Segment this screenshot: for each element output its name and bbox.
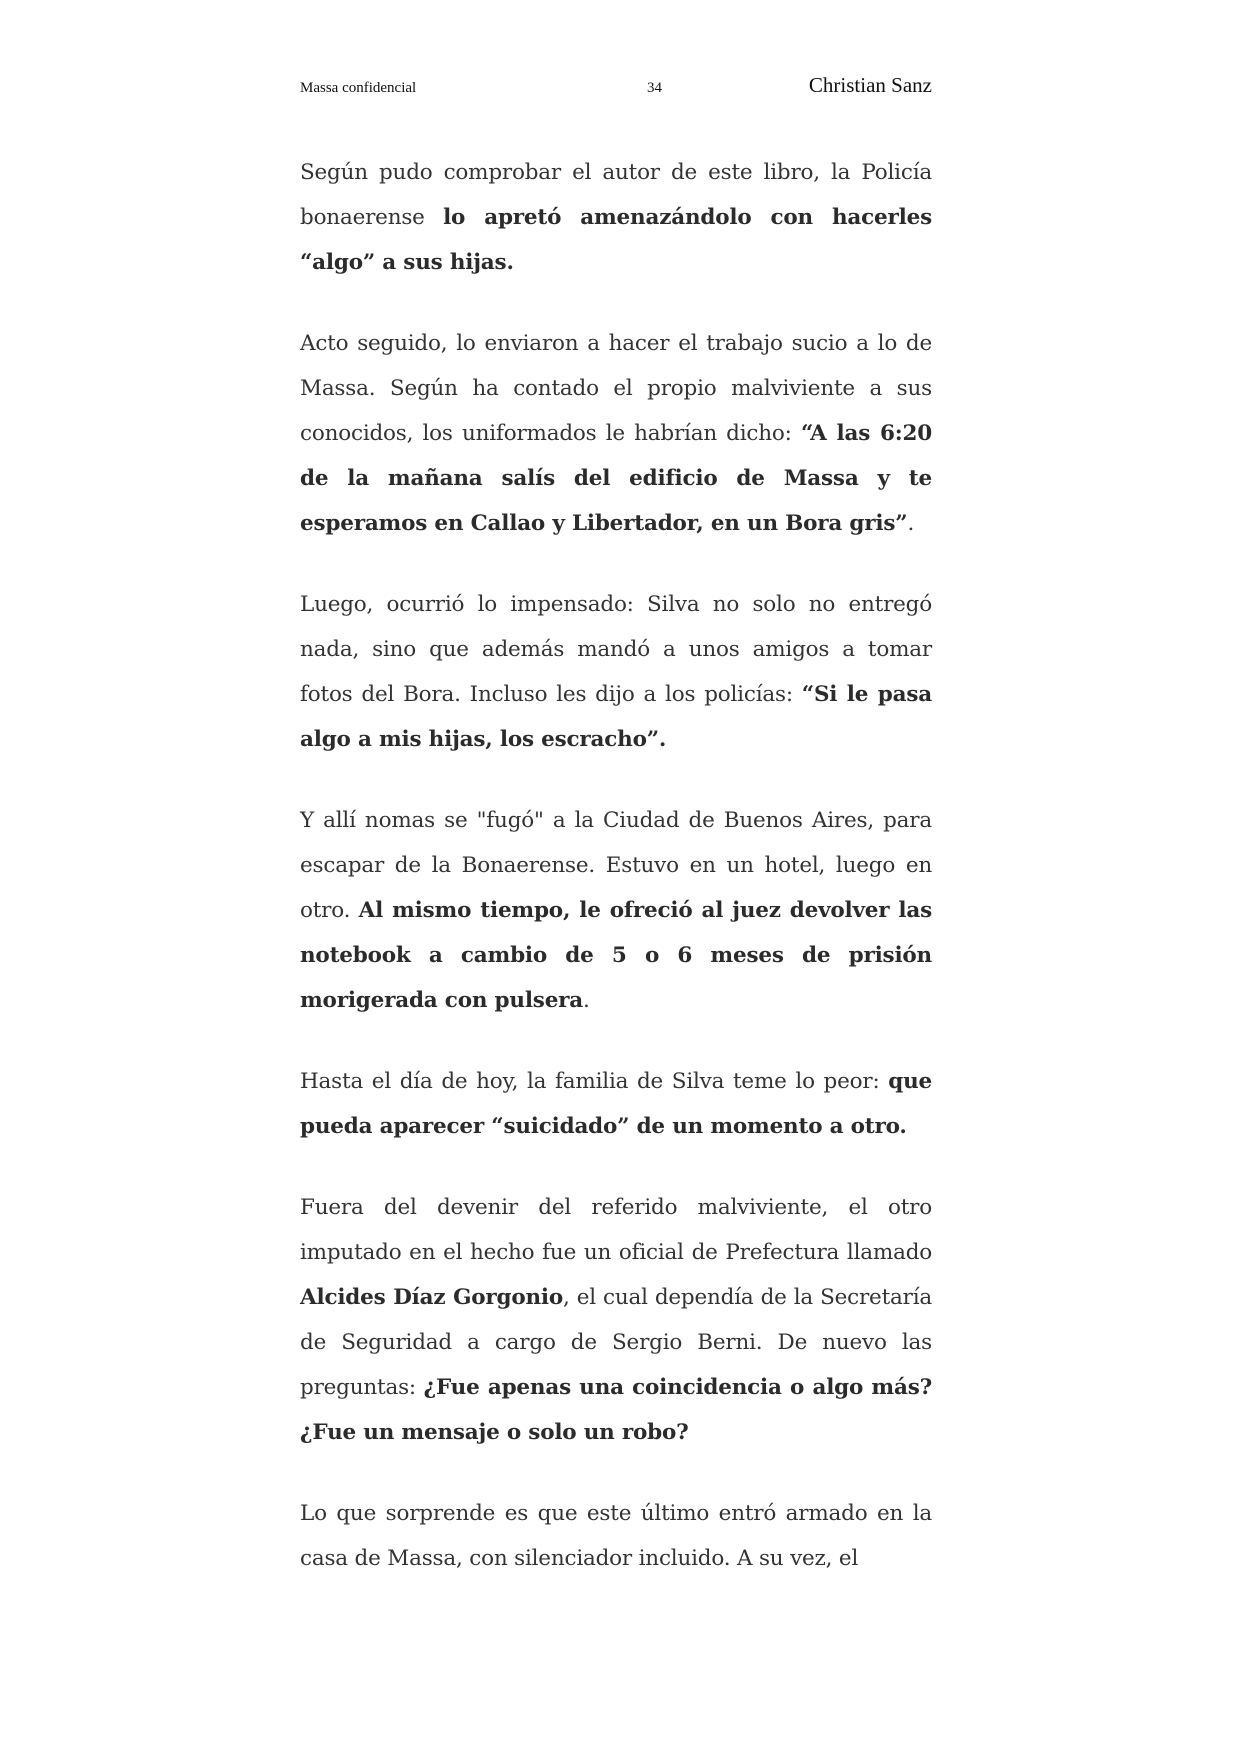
paragraph [300, 798, 932, 1023]
text-run: Y allí nomas se "fugó" a la Ciudad de Buenos Aires, para escapar de la Bonaerense. Estuvo en un hotel, luego en otro. [300, 808, 932, 923]
bold-text: lo apretó amenazándolo con hacerles “algo” a sus hijas. [300, 205, 932, 275]
text-run: Lo que sorprende es que este último entró armado en la casa de Massa, con silenciador incluido. A su vez, el [300, 1501, 932, 1571]
bold-text: Al mismo tiempo, le ofreció al juez devolver las notebook a cambio de 5 o 6 meses de prisión morigerada con pulsera [300, 898, 932, 1013]
paragraph [300, 1059, 932, 1149]
bold-text: “Si le pasa algo a mis hijas, los escracho”. [300, 682, 932, 752]
text-run: Acto seguido, lo enviaron a hacer el trabajo sucio a lo de Massa. Según ha contado el propio malviviente a sus conocidos, los uniformados le habrían dicho: [300, 331, 932, 446]
text-run: . [583, 988, 590, 1013]
book-title: Massa confidencial [300, 80, 417, 96]
text-run: . [907, 511, 915, 536]
text-run: Hasta el día de hoy, la familia de Silva teme lo peor: [300, 1069, 889, 1094]
paragraph [300, 150, 932, 285]
paragraph [300, 582, 932, 762]
paragraph [300, 321, 932, 546]
text-run: Según pudo comprobar el autor de este libro, la Policía bonaerense [300, 160, 932, 230]
page-number: 34 [647, 80, 662, 96]
bold-text: que pueda aparecer “suicidado” de un momento a otro. [300, 1069, 932, 1139]
bold-text: ¿Fue apenas una coincidencia o algo más? ¿Fue un mensaje o solo un robo? [300, 1375, 932, 1445]
bold-text: Alcides Díaz Gorgonio [300, 1285, 564, 1310]
text-run: , el cual dependía de la Secretaría de Seguridad a cargo de Sergio Berni. De nuevo las preguntas: [300, 1285, 932, 1400]
author-name: Christian Sanz [808, 73, 932, 97]
page-header [300, 68, 932, 98]
paragraph [300, 1491, 932, 1581]
text-run: Fuera del devenir del referido malviviente, el otro imputado en el hecho fue un oficial de Prefectura llamado [300, 1195, 932, 1265]
page-body [300, 150, 932, 1617]
paragraph [300, 1185, 932, 1455]
text-run: Luego, ocurrió lo impensado: Silva no solo no entregó nada, sino que además mandó a unos amigos a tomar fotos del Bora. Incluso les dijo a los policías: [300, 592, 932, 707]
bold-text: “A las 6:20 de la mañana salís del edificio de Massa y te esperamos en Callao y Libertador, en un Bora gris” [300, 421, 932, 536]
